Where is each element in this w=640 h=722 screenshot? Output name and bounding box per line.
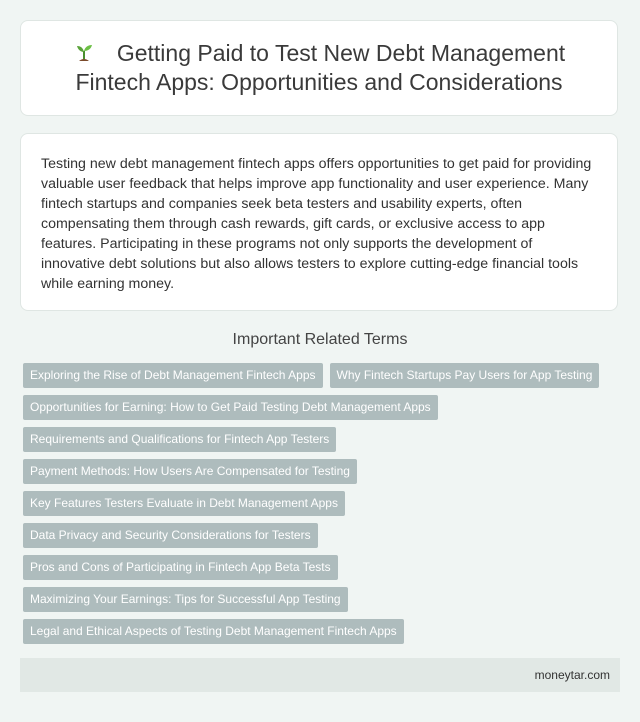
term-tag[interactable]: Data Privacy and Security Considerations for Testers: [23, 523, 318, 548]
title-card: [20, 20, 618, 116]
term-tag[interactable]: Payment Methods: How Users Are Compensated for Testing: [23, 459, 357, 484]
related-terms-heading: Important Related Terms: [232, 331, 408, 348]
term-tag[interactable]: Why Fintech Startups Pay Users for App Testing: [330, 363, 600, 388]
term-row: [23, 555, 623, 580]
term-row: [23, 459, 623, 484]
term-row: [23, 427, 623, 452]
term-row: [23, 363, 623, 388]
seedling-icon: [73, 41, 95, 63]
page-title: [47, 39, 591, 97]
term-row: [23, 587, 623, 612]
term-tag[interactable]: Opportunities for Earning: How to Get Paid Testing Debt Management Apps: [23, 395, 438, 420]
term-row: [23, 619, 623, 644]
related-terms-list: [23, 363, 623, 651]
term-tag[interactable]: Maximizing Your Earnings: Tips for Successful App Testing: [23, 587, 348, 612]
term-tag[interactable]: Pros and Cons of Participating in Fintech App Beta Tests: [23, 555, 338, 580]
term-row: [23, 395, 623, 420]
term-tag[interactable]: Requirements and Qualifications for Fintech App Testers: [23, 427, 336, 452]
term-row: [23, 491, 623, 516]
footer: [20, 658, 620, 692]
page-title-text: Getting Paid to Test New Debt Management Fintech Apps: Opportunities and Considerations: [75, 40, 566, 95]
footer-site-link[interactable]: moneytar.com: [534, 668, 610, 682]
intro-card: [20, 133, 618, 311]
term-row: [23, 523, 623, 548]
intro-paragraph: Testing new debt management fintech apps offers opportunities to get paid for providing valuable user feedback that helps improve app functionality and user experience. Many fintech startups and companies seek beta testers and usability experts, often compensating them through cash rewards, gift cards, or exclusive access to app features. Participating in these programs not only supports the development of innovative debt solutions but also allows testers to explore cutting-edge financial tools while earning money.: [41, 156, 592, 292]
term-tag[interactable]: Key Features Testers Evaluate in Debt Management Apps: [23, 491, 345, 516]
term-tag[interactable]: Legal and Ethical Aspects of Testing Debt Management Fintech Apps: [23, 619, 404, 644]
term-tag[interactable]: Exploring the Rise of Debt Management Fintech Apps: [23, 363, 323, 388]
